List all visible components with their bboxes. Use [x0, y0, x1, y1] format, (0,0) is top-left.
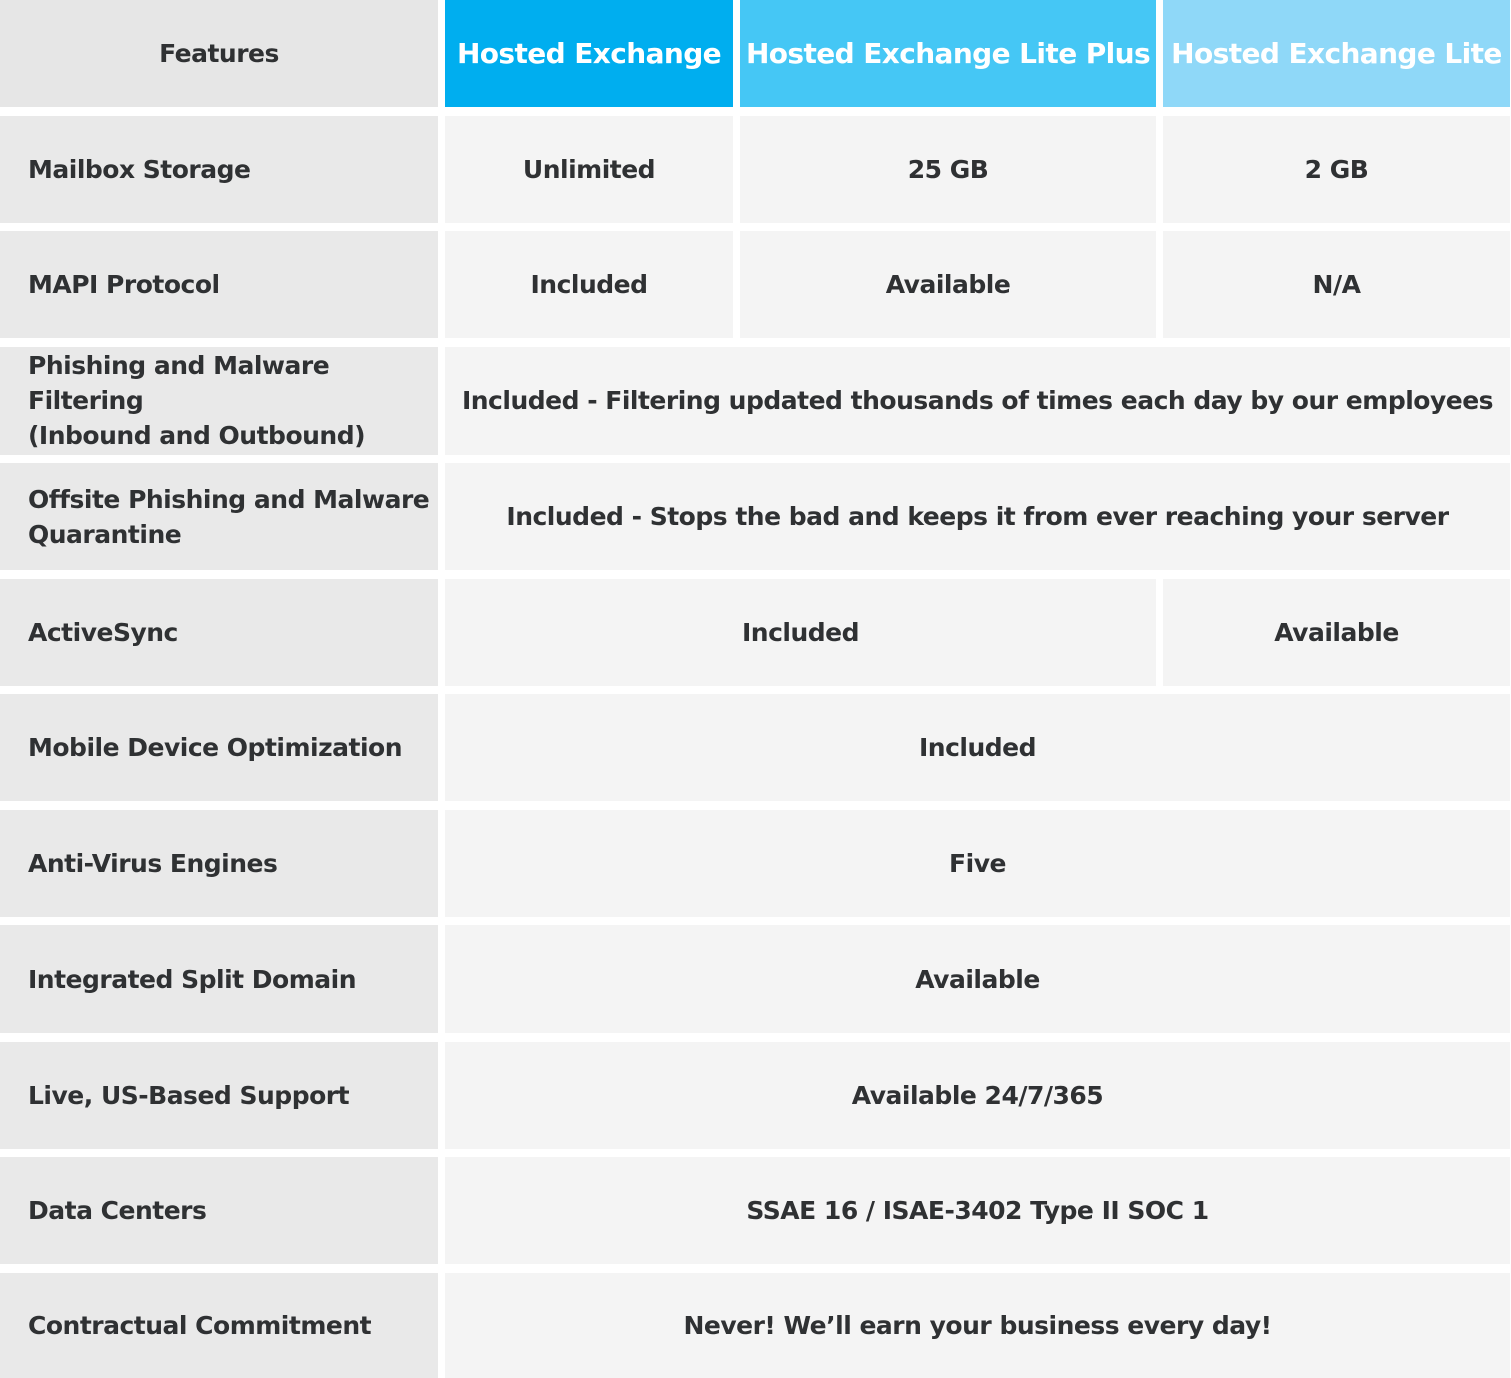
- feature-mapi-protocol: MAPI Protocol: [0, 231, 438, 338]
- feature-mailbox-storage: Mailbox Storage: [0, 116, 438, 223]
- feature-phishing-filtering-line2: (Inbound and Outbound): [28, 421, 366, 450]
- value-mapi-lite: N/A: [1163, 231, 1510, 338]
- value-mapi-lite-plus: Available: [740, 231, 1156, 338]
- value-activesync-hosted-and-lite-plus: Included: [445, 579, 1156, 686]
- header-plan-lite-plus: Hosted Exchange Lite Plus: [740, 0, 1156, 107]
- header-plan-hosted-exchange: Hosted Exchange: [445, 0, 733, 107]
- value-split-domain: Available: [445, 925, 1510, 1033]
- feature-mobile-optimization: Mobile Device Optimization: [0, 694, 438, 801]
- feature-us-support: Live, US-Based Support: [0, 1042, 438, 1149]
- header-features: Features: [0, 0, 438, 107]
- value-mobile-optimization: Included: [445, 694, 1510, 801]
- feature-offsite-quarantine-line1: Offsite Phishing and Malware: [28, 484, 430, 514]
- feature-data-centers: Data Centers: [0, 1157, 438, 1264]
- value-mailbox-storage-lite: 2 GB: [1163, 116, 1510, 223]
- feature-antivirus-engines: Anti-Virus Engines: [0, 810, 438, 917]
- feature-split-domain: Integrated Split Domain: [0, 925, 438, 1033]
- feature-phishing-filtering: [0, 347, 438, 455]
- feature-offsite-quarantine-line2: Quarantine: [28, 519, 182, 549]
- value-data-centers: SSAE 16 / ISAE-3402 Type II SOC 1: [445, 1157, 1510, 1264]
- value-mailbox-storage-lite-plus: 25 GB: [740, 116, 1156, 223]
- feature-activesync: ActiveSync: [0, 579, 438, 686]
- feature-contractual-commitment: Contractual Commitment: [0, 1273, 438, 1378]
- feature-phishing-filtering-line1: Phishing and Malware Filtering: [28, 351, 330, 415]
- feature-offsite-quarantine: [0, 463, 438, 570]
- value-us-support: Available 24/7/365: [445, 1042, 1510, 1149]
- value-offsite-quarantine: Included - Stops the bad and keeps it from ever reaching your server: [445, 463, 1510, 570]
- value-mapi-hosted: Included: [445, 231, 733, 338]
- value-phishing-filtering: Included - Filtering updated thousands of times each day by our employees: [445, 347, 1510, 455]
- header-plan-lite: Hosted Exchange Lite: [1163, 0, 1510, 107]
- value-mailbox-storage-hosted: Unlimited: [445, 116, 733, 223]
- value-antivirus-engines: Five: [445, 810, 1510, 917]
- value-activesync-lite: Available: [1163, 579, 1510, 686]
- value-contractual-commitment: Never! We’ll earn your business every day!: [445, 1273, 1510, 1378]
